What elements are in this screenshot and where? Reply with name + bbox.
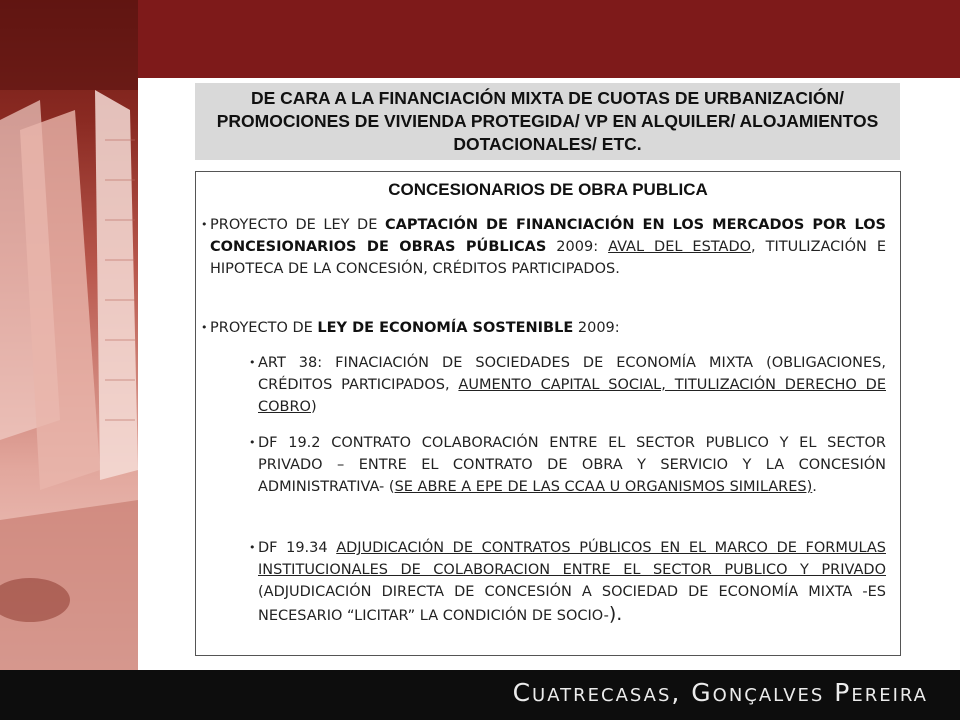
bullet-underlined-text: SE ABRE A EPE DE LAS CCAA U ORGANISMOS SIMILARES) — [394, 479, 813, 495]
bullet-text: ). — [608, 603, 623, 625]
bullet-df-19-2 — [258, 432, 886, 498]
top-band — [138, 0, 960, 78]
bullet-text: DF 19.34 — [258, 540, 337, 556]
bullet-text: PROYECTO DE LEY DE — [210, 217, 385, 233]
bullet-economia-sostenible — [210, 317, 886, 339]
bullet-bold-text: LEY DE ECONOMÍA SOSTENIBLE — [317, 320, 574, 336]
bullet-text: . — [812, 479, 817, 495]
bullet-bold-text: CAPTACIÓN DE FINANCIACIÓN EN LOS MERCADOS POR LOS CONCESIONARIOS DE OBRAS PÚBLICAS — [210, 217, 886, 255]
bullet-text: ) — [310, 399, 317, 415]
bullet-text: DF 19.2 CONTRATO COLABORACIÓN ENTRE EL SECTOR PUBLICO Y EL SECTOR PRIVADO – ENTRE EL CONTRATO DE OBRA Y SERVICIO Y LA CONCESIÓN ADMINISTRATIVA- ( — [258, 435, 886, 495]
bullet-captacion — [210, 214, 886, 280]
firm-logo-text: Cuatrecasas, Gonçalves Pereira — [512, 678, 928, 707]
bullet-text: (ADJUDICACIÓN DIRECTA DE CONCESIÓN A SOCIEDAD DE ECONOMÍA MIXTA -ES NECESARIO “LICITAR” LA CONDICIÓN DE SOCIO- — [258, 584, 886, 624]
bullet-text: 2009: — [573, 320, 620, 336]
bullet-text: , TITULIZACIÓN E HIPOTECA DE LA CONCESIÓN, CRÉDITOS PARTICIPADOS. — [210, 239, 886, 277]
bullet-art-38 — [258, 352, 886, 418]
bullet-text: ART 38: FINACIACIÓN DE SOCIEDADES DE ECONOMÍA MIXTA (OBLIGACIONES, CRÉDITOS PARTICIPADOS, — [258, 355, 886, 393]
bullet-df-19-34 — [258, 537, 886, 627]
building-illustration — [0, 0, 138, 670]
slide-title: DE CARA A LA FINANCIACIÓN MIXTA DE CUOTAS DE URBANIZACIÓN/ PROMOCIONES DE VIVIENDA PROTEGIDA/ VP EN ALQUILER/ ALOJAMIENTOS DOTACIONALES/ ETC. — [216, 88, 879, 154]
section-title: CONCESIONARIOS DE OBRA PUBLICA — [388, 180, 708, 199]
bullet-underlined-text: AVAL DEL ESTADO — [608, 239, 752, 255]
bullet-underlined-text: AUMENTO CAPITAL SOCIAL, TITULIZACIÓN DERECHO DE COBRO — [258, 377, 886, 415]
bullet-underlined-text: ADJUDICACIÓN DE CONTRATOS PÚBLICOS EN EL MARCO DE FORMULAS INSTITUCIONALES DE COLABORACION ENTRE EL SECTOR PUBLICO Y PRIVADO — [258, 540, 886, 578]
content-box — [195, 171, 901, 656]
bullet-text: PROYECTO DE — [210, 320, 318, 336]
title-box — [195, 83, 900, 160]
background-photo-strip — [0, 0, 138, 670]
bullet-text: 2009: — [546, 239, 609, 255]
